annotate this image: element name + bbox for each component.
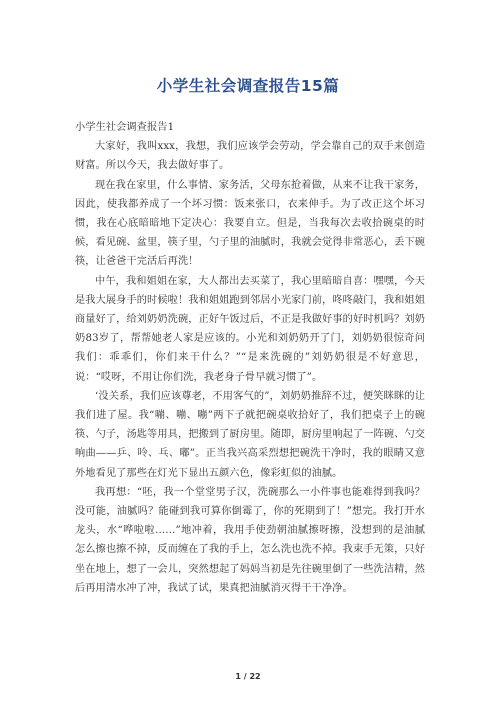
paragraph-5: 我再想：“呸，我一个堂堂男子汉，洗碗那么一小件事也能难得到我吗？没可能，油腻吗？能碰到我可算你倒霉了，你的死期到了！”想完。我打开水龙头，水“哗啦啦……”地冲着，我用手使劲朝油腻擦呀擦，没想到的是油腻怎么擦也擦不掉，反而缠在了我的手上，怎么洗也洗不掉。我束手无策，只好坐在地上，想了一会儿，突然想起了妈妈当初是先往碗里倒了一些洗洁精，然后再用清水冲了冲，我试了试，果真把油腻消灭得干干净净。	[75, 486, 425, 594]
page-number: 1 / 22	[235, 672, 261, 681]
document-title: 小学生社会调查报告15篇	[156, 77, 340, 95]
paragraph-1: 大家好，我叫xxx，我想，我们应该学会劳动，学会靠自己的双手来创造财富。所以今天，我去做好事了。	[75, 141, 425, 172]
paragraph-2: 现在我在家里，什么事情、家务活，父母东抢着做，从来不让我干家务，因此，使我都养成了一个坏习惯：饭来张口，衣来伸手。为了改正这个坏习惯，我在心底暗暗地下定决心：我要自立。但是，当我每次去收拾碗桌的时候，看见碗、盆里，筷子里，勺子里的油腻时，我就会觉得非常恶心，丢下碗筷，让爸爸干完活后再洗！	[75, 179, 425, 268]
paragraph-3: 中午，我和姐姐在家，大人都出去买菜了，我心里暗暗自喜：嘿嘿，今天是我大展身手的时候啦！我和姐姐跑到邻居小光家门前，咚咚敲门，我和姐姐商量好了，给刘奶奶洗碗，正好午饭过后，不正是我做好事的好时机吗？刘奶奶83岁了，帮帮她老人家是应该的。小光和刘奶奶开了门，刘奶奶很惊奇问我们：乖乖们，你们来干什么？”“是来洗碗的”刘奶奶很是不好意思，说：“哎呀，不用让你们洗，我老身子骨早就习惯了”。	[75, 275, 425, 383]
paragraph-4: ‘没关系，我们应该尊老，不用客气的”，刘奶奶推辞不过，便笑眯眯的让我们进了屋。我“嘣、嘣、嘣”两下子就把碗桌收拾好了，我们把桌子上的碗筷、勺子，汤匙等用具，把搬到了厨房里。随即，厨房里响起了一阵碗、勺交响曲——乒、呤、乓、嘟”。正当我兴高采烈想把碗洗干净时，我的眼睛又意外地看见了那些在灯光下显出五颜六色，像彩虹似的油腻。	[75, 390, 425, 479]
report-subtitle: 小学生社会调查报告1	[75, 122, 175, 133]
document-body	[75, 118, 425, 598]
